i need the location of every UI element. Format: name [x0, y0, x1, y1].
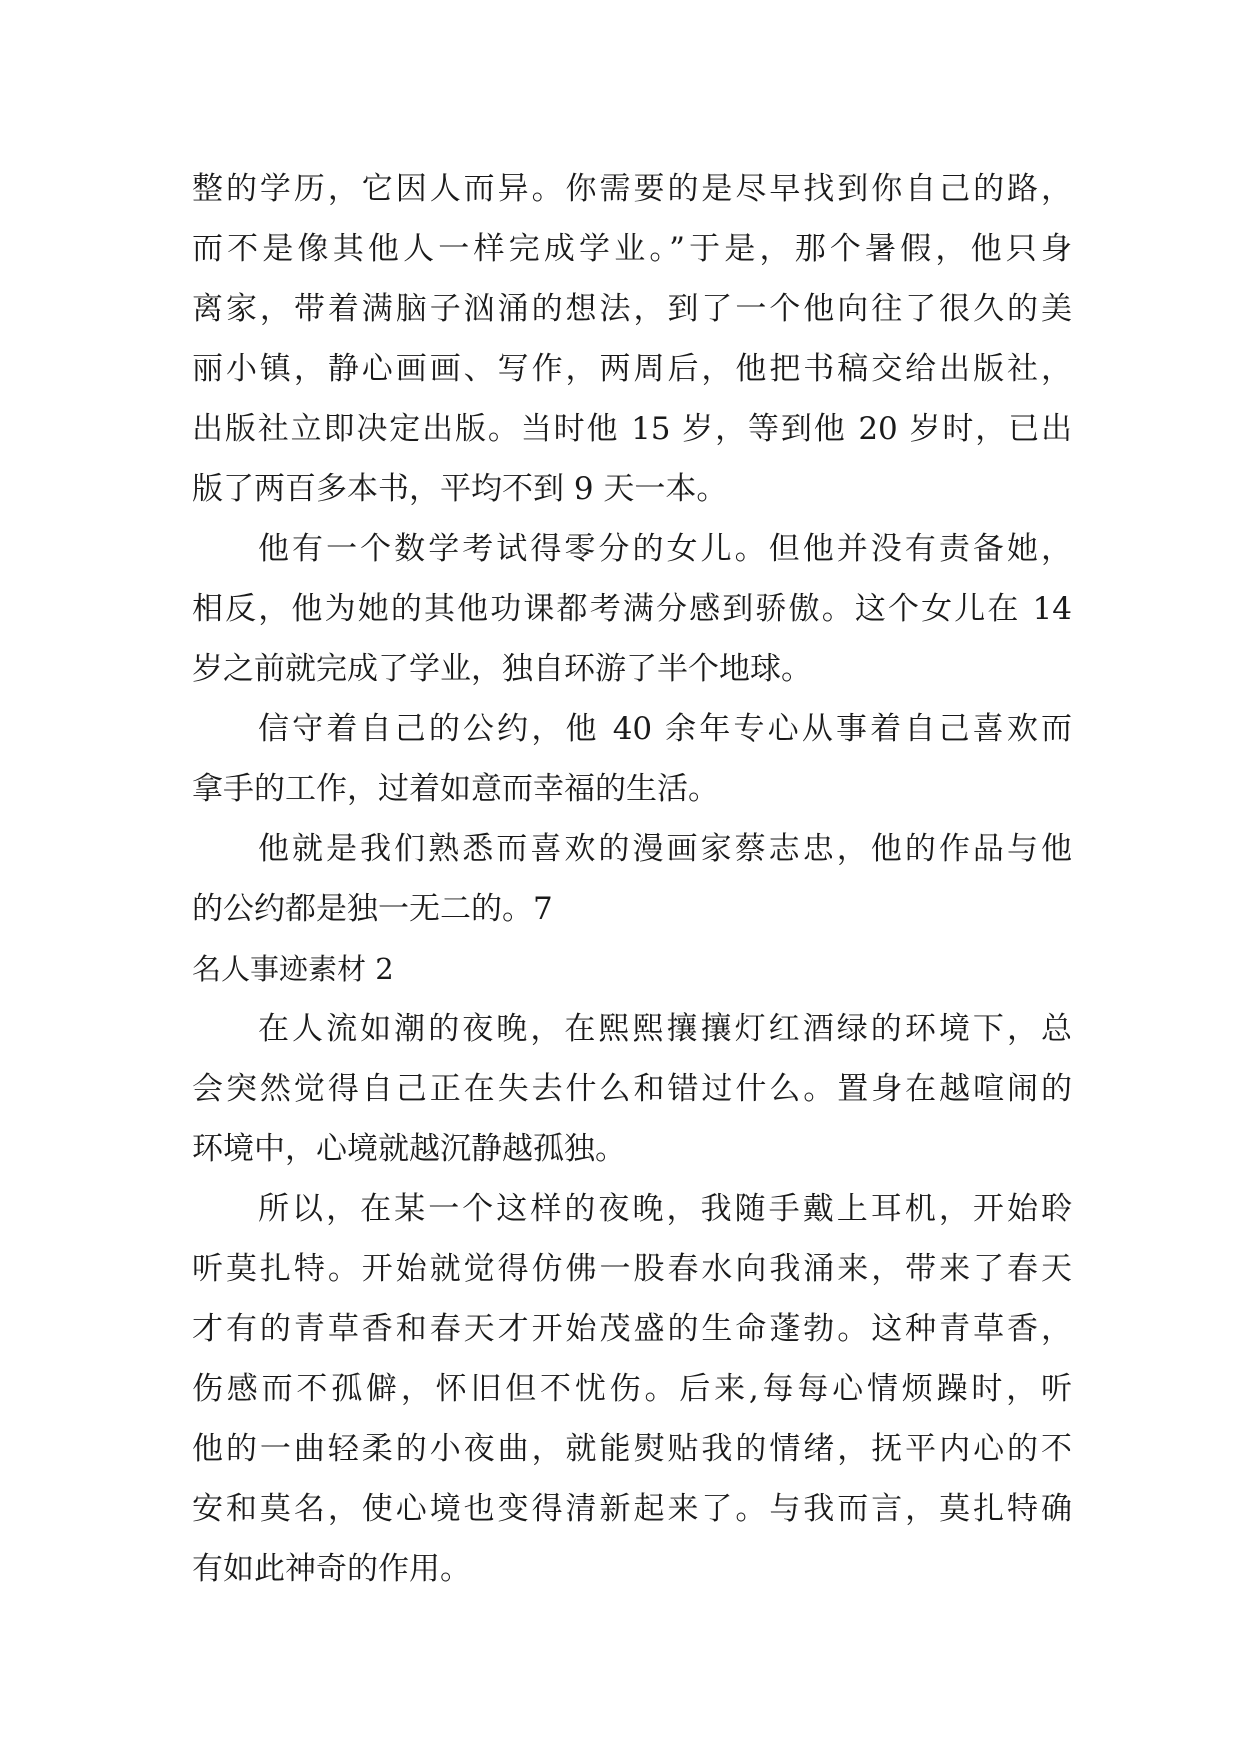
section-heading: 名人事迹素材 2: [192, 952, 394, 986]
text-line: 岁之前就完成了学业，独自环游了半个地球。: [192, 651, 812, 687]
text-line: 在人流如潮的夜晚，在熙熙攘攘灯红酒绿的环境下，总: [258, 1011, 1072, 1047]
text-line: 才有的青草香和春天才开始茂盛的生命蓬勃。这种青草香，: [192, 1311, 1072, 1347]
text-line: 信守着自己的公约，他 40 余年专心从事着自己喜欢而: [258, 711, 1072, 747]
text-line: 他有一个数学考试得零分的女儿。但他并没有责备她，: [258, 531, 1072, 567]
text-line: 的公约都是独一无二的。7: [192, 891, 553, 927]
text-line: 安和莫名，使心境也变得清新起来了。与我而言，莫扎特确: [192, 1491, 1072, 1527]
text-line: 整的学历，它因人而异。你需要的是尽早找到你自己的路，: [192, 171, 1072, 207]
text-line: 听莫扎特。开始就觉得仿佛一股春水向我涌来，带来了春天: [192, 1251, 1072, 1287]
text-line: 出版社立即决定出版。当时他 15 岁，等到他 20 岁时，已出: [192, 411, 1072, 447]
text-line: 相反，他为她的其他功课都考满分感到骄傲。这个女儿在 14: [192, 591, 1072, 627]
text-line: 有如此神奇的作用。: [192, 1551, 471, 1587]
text-line: 他就是我们熟悉而喜欢的漫画家蔡志忠，他的作品与他: [258, 831, 1072, 867]
text-line: 拿手的工作，过着如意而幸福的生活。: [192, 771, 719, 807]
text-line: 版了两百多本书，平均不到 9 天一本。: [192, 471, 728, 507]
text-line: 而不是像其他人一样完成学业。”于是，那个暑假，他只身: [192, 231, 1072, 267]
text-line: 离家，带着满脑子汹涌的想法，到了一个他向往了很久的美: [192, 291, 1072, 327]
text-line: 丽小镇，静心画画、写作，两周后，他把书稿交给出版社，: [192, 351, 1072, 387]
text-line: 伤感而不孤僻，怀旧但不忧伤。后来,每每心情烦躁时，听: [192, 1371, 1072, 1407]
text-line: 环境中，心境就越沉静越孤独。: [192, 1131, 626, 1167]
text-line: 所以，在某一个这样的夜晚，我随手戴上耳机，开始聆: [258, 1191, 1072, 1227]
text-line: 会突然觉得自己正在失去什么和错过什么。置身在越喧闹的: [192, 1071, 1072, 1107]
text-line: 他的一曲轻柔的小夜曲，就能熨贴我的情绪，抚平内心的不: [192, 1431, 1072, 1467]
